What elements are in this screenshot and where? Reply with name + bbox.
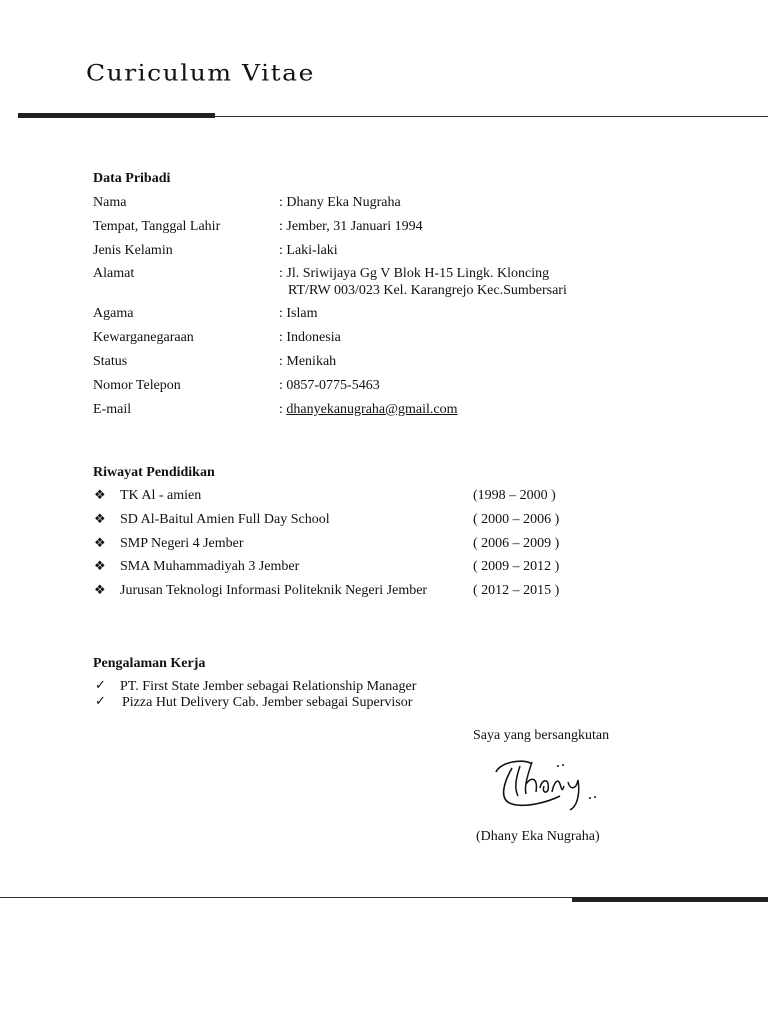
personal-label: E-mail <box>93 402 132 417</box>
personal-label: Tempat, Tanggal Lahir <box>93 219 221 234</box>
education-years: ( 2012 – 2015 ) <box>473 583 560 598</box>
bottom-thick-rule <box>572 897 768 902</box>
personal-value: : Menikah <box>279 354 337 369</box>
top-thick-rule <box>18 113 215 118</box>
checkmark-icon: ✓ <box>95 678 106 693</box>
page-title: Curiculum Vitae <box>86 60 315 87</box>
personal-value: : Islam <box>279 306 318 321</box>
diamond-bullet-icon: ❖ <box>94 536 106 551</box>
email-link[interactable]: dhanyekanugraha@gmail.com <box>286 402 458 417</box>
education-school: Jurusan Teknologi Informasi Politeknik Negeri Jember <box>120 583 428 598</box>
education-school: SD Al-Baitul Amien Full Day School <box>120 512 330 527</box>
personal-value: : Jl. Sriwijaya Gg V Blok H-15 Lingk. Kloncing <box>279 266 550 281</box>
work-item: PT. First State Jember sebagai Relationship Manager <box>120 679 417 694</box>
email-prefix: : <box>279 402 287 417</box>
education-years: ( 2009 – 2012 ) <box>473 559 560 574</box>
section-heading-education: Riwayat Pendidikan <box>93 465 215 480</box>
education-years: (1998 – 2000 ) <box>473 488 556 503</box>
personal-value: : 0857-0775-5463 <box>279 378 380 393</box>
personal-value: : Dhany Eka Nugraha <box>279 195 401 210</box>
section-heading-work: Pengalaman Kerja <box>93 656 206 671</box>
diamond-bullet-icon: ❖ <box>94 559 106 574</box>
personal-value: : Jember, 31 Januari 1994 <box>279 219 423 234</box>
personal-label: Alamat <box>93 266 135 281</box>
education-years: ( 2000 – 2006 ) <box>473 512 560 527</box>
personal-value: : Indonesia <box>279 330 341 345</box>
personal-label: Jenis Kelamin <box>93 243 173 258</box>
education-school: SMA Muhammadiyah 3 Jember <box>120 559 300 574</box>
education-school: SMP Negeri 4 Jember <box>120 536 244 551</box>
closing-statement: Saya yang bersangkutan <box>473 728 610 743</box>
personal-label: Agama <box>93 306 134 321</box>
work-item: Pizza Hut Delivery Cab. Jember sebagai Supervisor <box>122 695 413 710</box>
personal-value: : Laki-laki <box>279 243 338 258</box>
personal-value-continued: RT/RW 003/023 Kel. Karangrejo Kec.Sumbersari <box>288 283 567 298</box>
education-school: TK Al - amien <box>120 488 202 503</box>
personal-label: Status <box>93 354 128 369</box>
diamond-bullet-icon: ❖ <box>94 512 106 527</box>
bottom-thin-rule <box>0 897 572 898</box>
education-years: ( 2006 – 2009 ) <box>473 536 560 551</box>
personal-label: Nama <box>93 195 127 210</box>
personal-label: Nomor Telepon <box>93 378 181 393</box>
section-heading-personal: Data Pribadi <box>93 171 171 186</box>
handwritten-signature <box>486 752 604 814</box>
email-row <box>279 401 458 418</box>
checkmark-icon: ✓ <box>95 694 106 709</box>
top-thin-rule <box>215 116 768 117</box>
diamond-bullet-icon: ❖ <box>94 583 106 598</box>
diamond-bullet-icon: ❖ <box>94 488 106 503</box>
personal-label: Kewarganegaraan <box>93 330 194 345</box>
signatory-name: (Dhany Eka Nugraha) <box>476 829 600 844</box>
